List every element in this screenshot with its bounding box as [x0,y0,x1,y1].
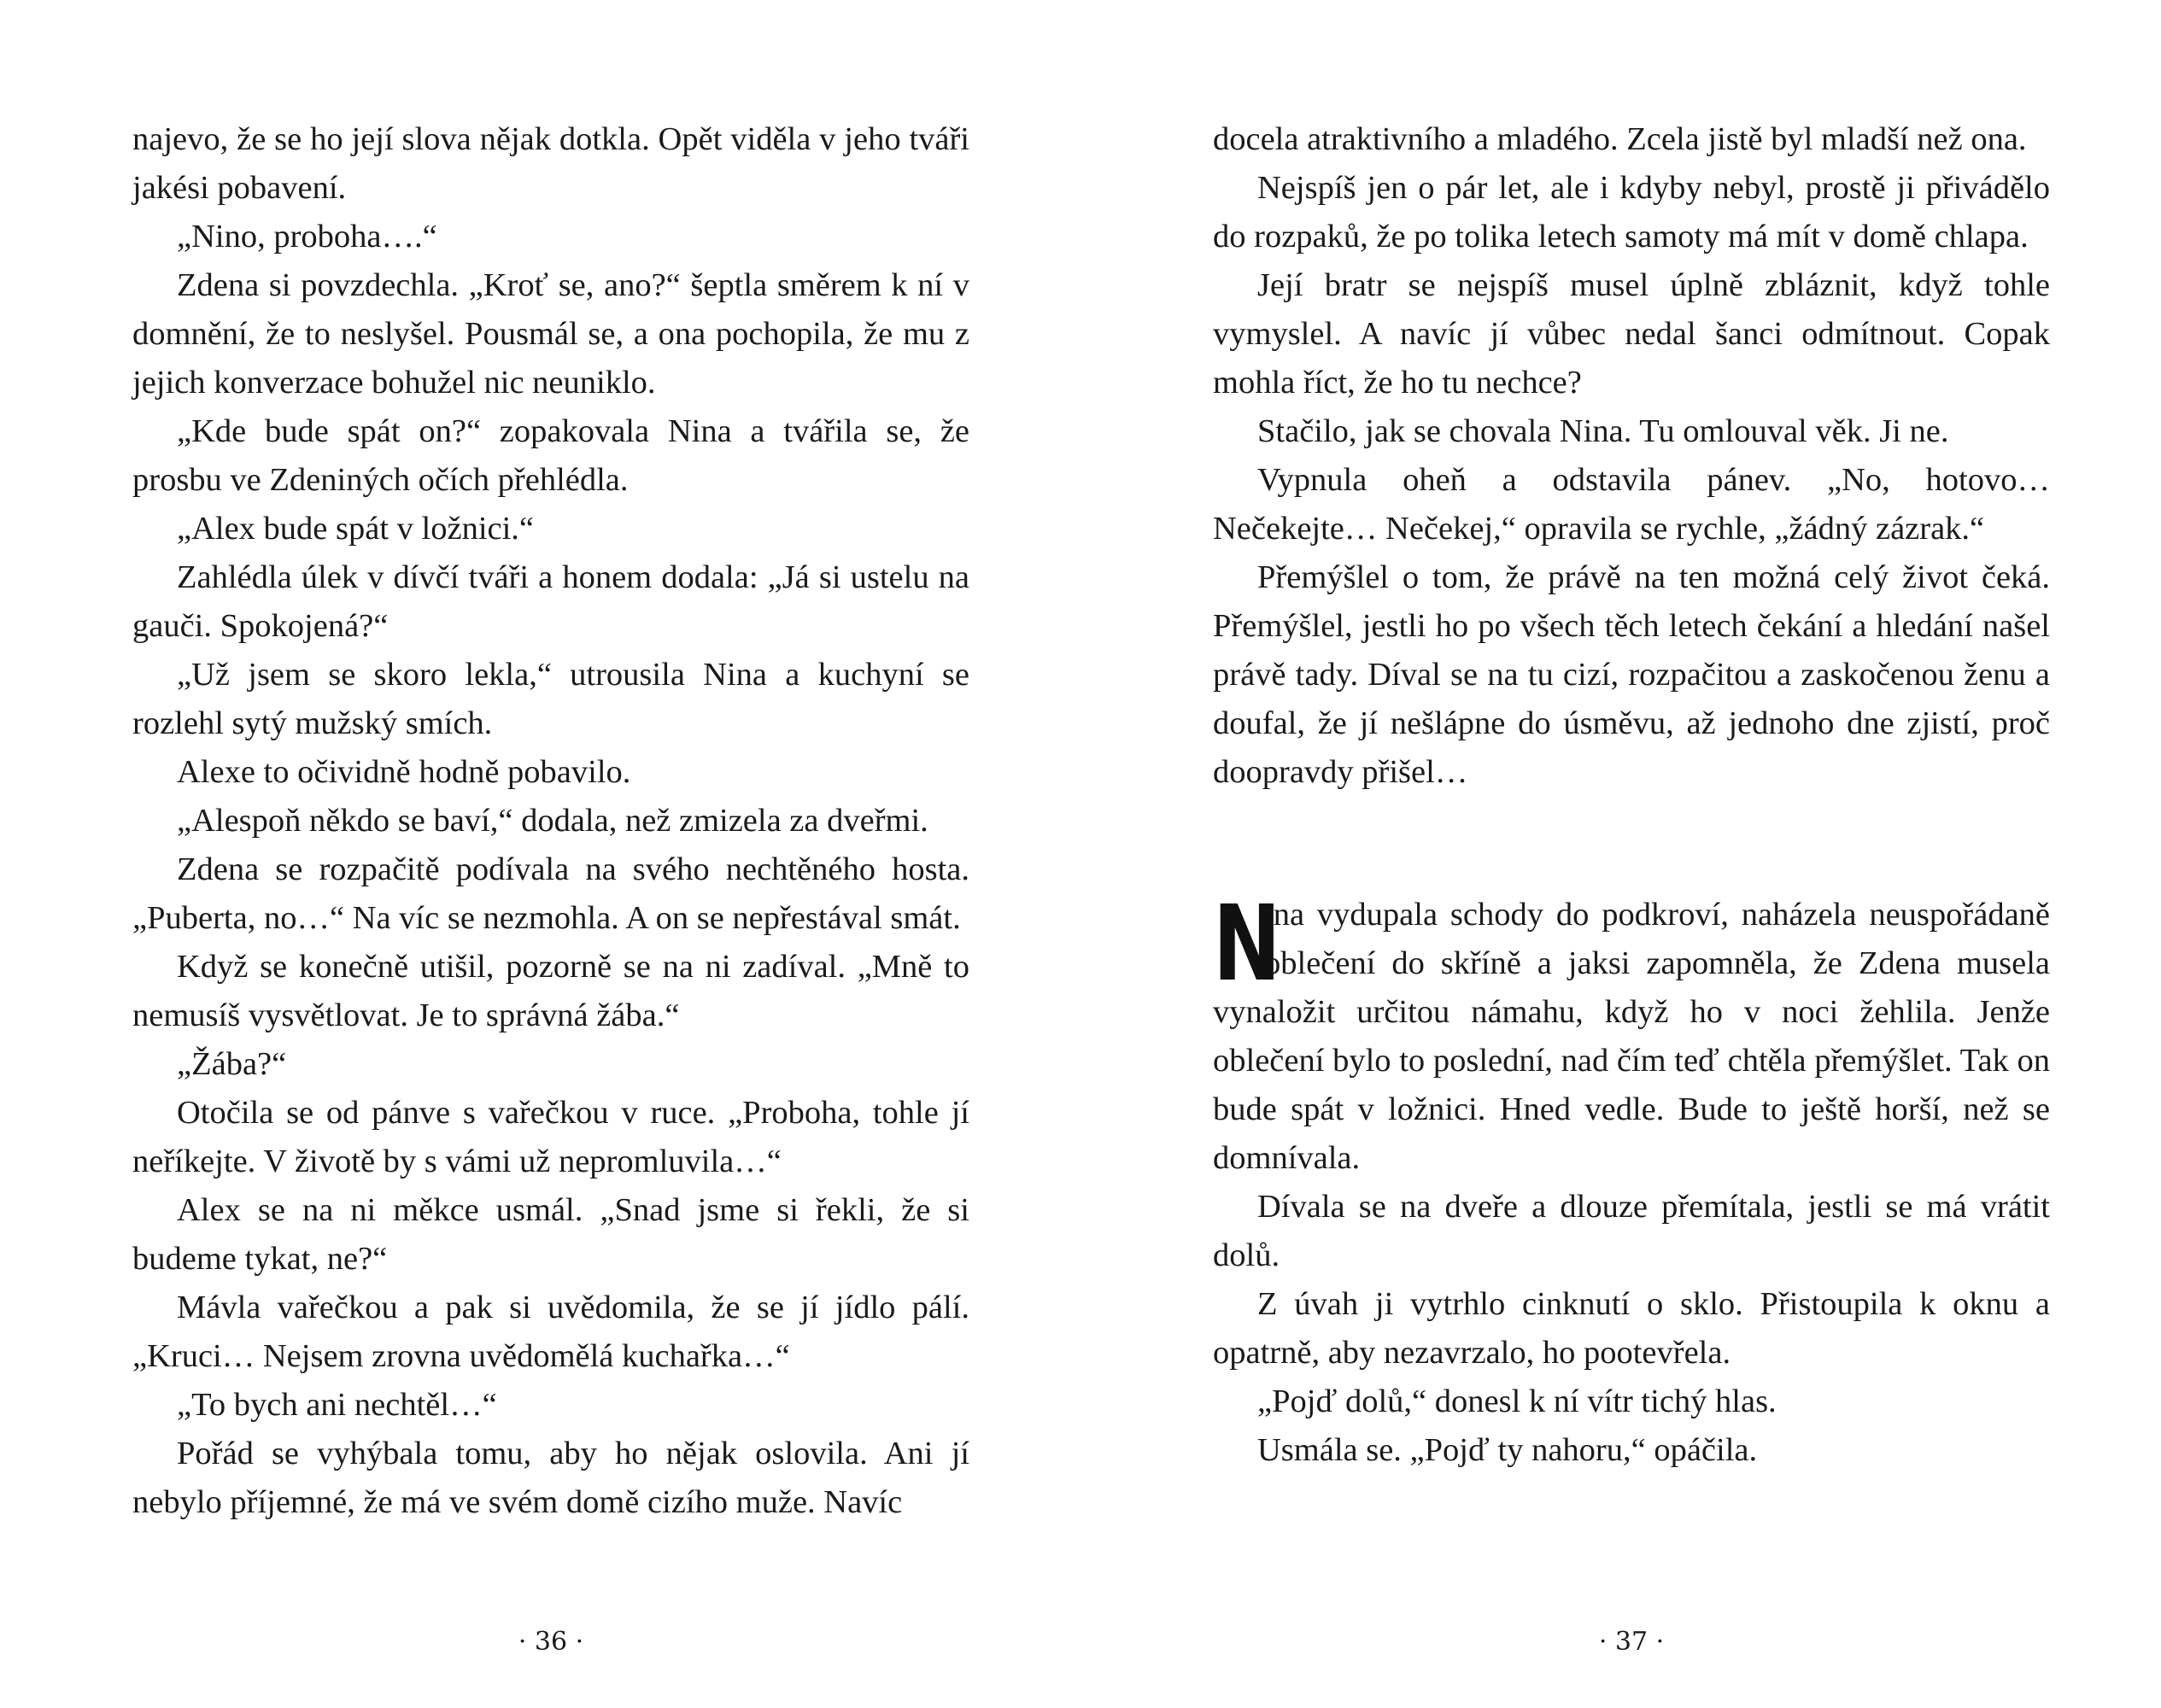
paragraph: „Kde bude spát on?“ zopakovala Nina a tvářila se, že prosbu ve Zdeniných očích přehlédla. [132,413,969,498]
paragraph: Zahlédla úlek v dívčí tváři a honem dodala: „Já si ustelu na gauči. Spokojená?“ [132,559,969,644]
paragraph: Otočila se od pánve s vařečkou v ruce. „Proboha, tohle jí neříkejte. V životě by s vámi už nepromluvila…“ [132,1095,969,1179]
paragraph: Stačilo, jak se chovala Nina. Tu omlouval věk. Ji ne. [1257,413,1949,449]
paragraph: „Žába?“ [177,1046,287,1082]
paragraph: Vypnula oheň a odstavila pánev. „No, hotovo… Nečekejte… Nečekej,“ opravila se rychle, „žádný zázrak.“ [1213,462,2050,547]
right-page-text [1213,115,2050,1475]
paragraph: „Už jsem se skoro lekla,“ utrousila Nina a kuchyní se rozlehl sytý mužský smích. [132,657,969,741]
paragraph: Dívala se na dveře a dlouze přemítala, jestli se má vrátit dolů. [1213,1189,2050,1273]
paragraph: Když se konečně utišil, pozorně se na ni zadíval. „Mně to nemusíš vysvětlovat. Je to správná žába.“ [132,949,969,1033]
page-number-right: · 37 · [1598,1627,1665,1657]
drop-cap: N [1213,883,1280,1004]
section-break [1213,797,2050,891]
paragraph: Pořád se vyhýbala tomu, aby ho nějak oslovila. Ani jí nebylo příjemné, že má ve svém domě cizího muže. Navíc [132,1436,969,1520]
paragraph: Z úvah ji vytrhlo cinknutí o sklo. Přistoupila k oknu a opatrně, aby nezavrzalo, ho pootevřela. [1213,1286,2050,1371]
paragraph: „To bych ani nechtěl…“ [177,1387,497,1423]
dropcap-paragraph [1213,883,2050,1183]
paragraph: Přemýšlel o tom, že právě na ten možná celý život čeká. Přemýšlel, jestli ho po všech těch letech čekání a hledání našel právě tady. Díval se na tu cizí, rozpačitou a zaskočenou ženu a doufal, že jí nešlápne do úsměvu, až jednoho dne zjistí, proč doopravdy přišel… [1213,559,2050,790]
paragraph: docela atraktivního a mladého. Zcela jistě byl mladší než ona. [1213,121,2027,157]
paragraph: Její bratr se nejspíš musel úplně zbláznit, když tohle vymyslel. A navíc jí vůbec nedal šanci odmítnout. Copak mohla říct, že ho tu nechce? [1213,267,2050,401]
paragraph: „Alex bude spát v ložnici.“ [177,511,535,547]
right-page [1213,115,2050,1475]
paragraph: Alexe to očividně hodně pobavilo. [177,754,631,790]
paragraph: Mávla vařečkou a pak si uvědomila, že se jí jídlo pálí. „Kruci… Nejsem zrovna uvědomělá kuchařka…“ [132,1290,969,1374]
paragraph: Alex se na ni měkce usmál. „Snad jsme si řekli, že si budeme tykat, ne?“ [132,1192,969,1277]
paragraph: „Nino, proboha….“ [177,219,437,254]
left-page-text [132,115,969,1527]
page-number-left: · 36 · [518,1627,584,1657]
paragraph: Usmála se. „Pojď ty nahoru,“ opáčila. [1257,1432,1758,1468]
paragraph: Nejspíš jen o pár let, ale i kdyby nebyl, prostě ji přivádělo do rozpaků, že po tolika letech samoty má mít v domě chlapa. [1213,170,2050,254]
dropcap-paragraph-text: ina vydupala schody do podkroví, naházela neuspořádaně oblečení do skříně a jaksi zapomněla, že Zdena musela vynaložit určitou námahu, když ho v noci žehlila. Jenže oblečení bylo to poslední, nad čím teď chtěla přemýšlet. Tak on bude spát v ložnici. Hned vedle. Bude to ještě horší, než se domnívala. [1213,897,2050,1176]
paragraph: Zdena si povzdechla. „Kroť se, ano?“ šeptla směrem k ní v domnění, že to neslyšel. Pousmál se, a ona pochopila, že mu z jejich konverzace bohužel nic neuniklo. [132,267,969,401]
paragraph: „Alespoň někdo se baví,“ dodala, než zmizela za dveřmi. [177,803,928,839]
paragraph: Zdena se rozpačitě podívala na svého nechtěného hosta. „Puberta, no…“ Na víc se nezmohla. A on se nepřestával smát. [132,851,969,936]
paragraph: najevo, že se ho její slova nějak dotkla. Opět viděla v jeho tváři jakési pobavení. [132,121,969,206]
paragraph: „Pojď dolů,“ donesl k ní vítr tichý hlas. [1257,1383,1777,1419]
left-page [132,115,969,1527]
